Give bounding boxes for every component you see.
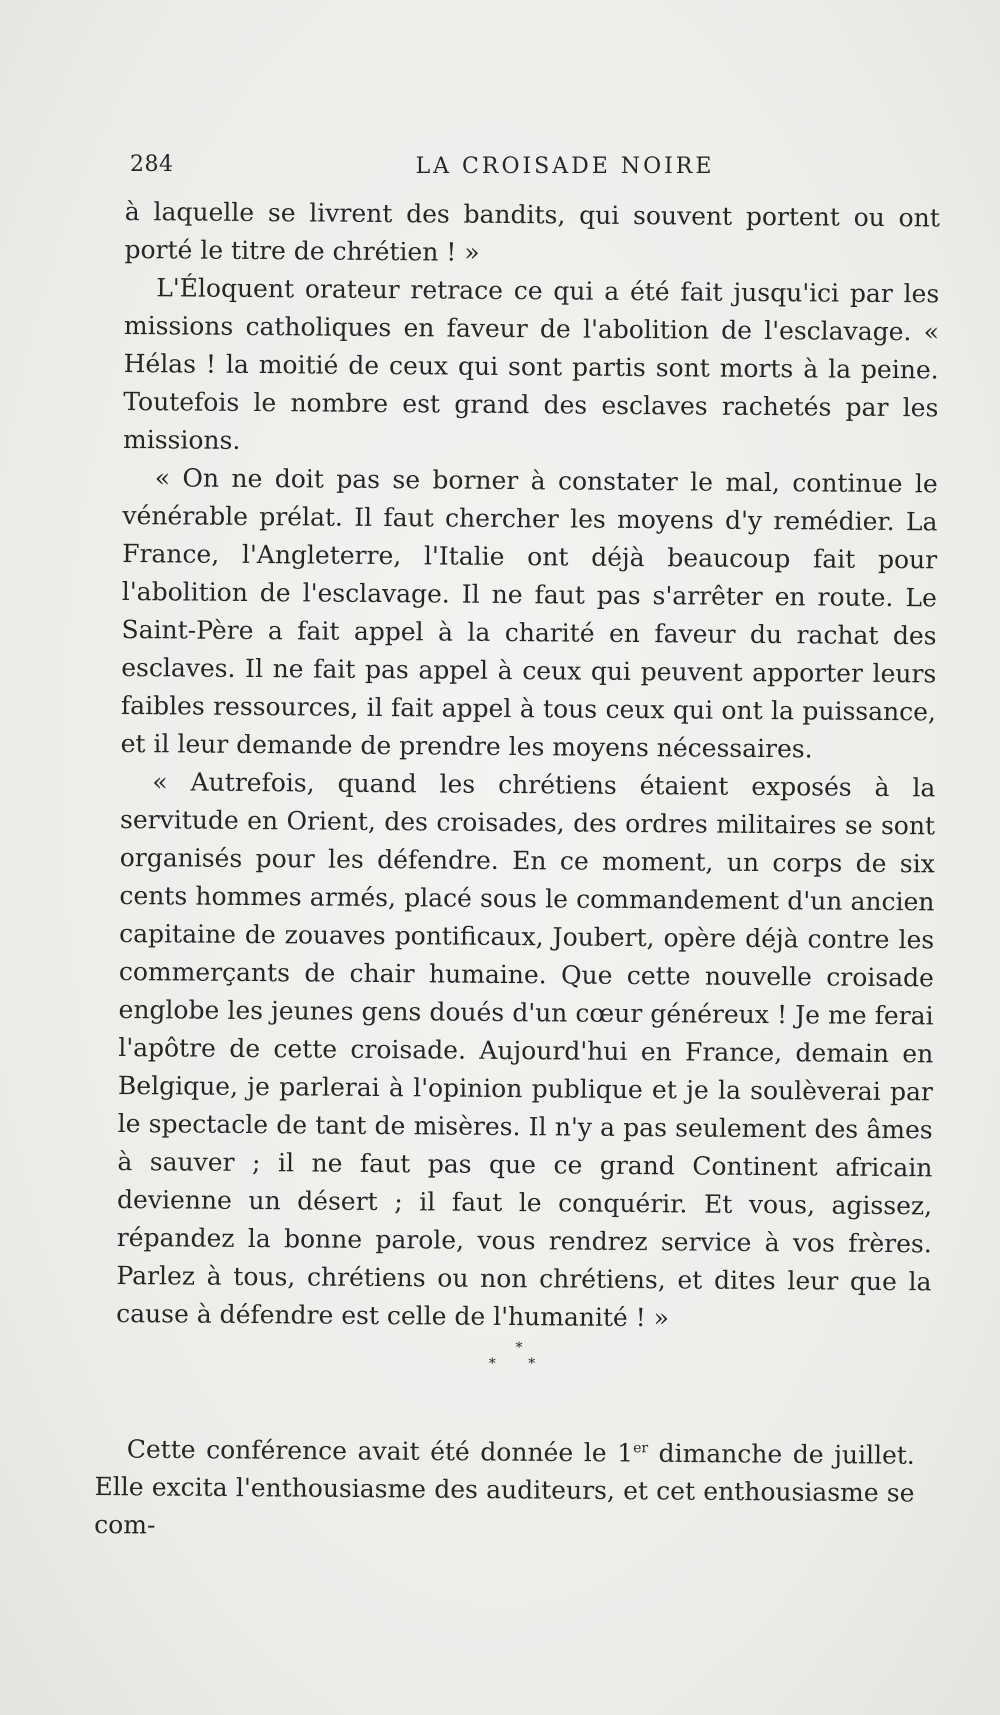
final-text-start: Cette conférence avait été donnée le 1 — [126, 1434, 634, 1468]
asterism-top: * — [515, 1340, 523, 1356]
paragraph: « Autrefois, quand les chrétiens étaient exposés à la servitude en Orient, des croisades, des ordres militaires se sont organisés pour les défendre. En ce moment, un corps de six cents hommes armés, placé sous le commandement d'un ancien capitaine de zouaves pontificaux, Joubert, opère déjà contre les commerçants de chair humaine. Que cette nouvelle croisade englobe les jeunes gens doués d'un cœur généreux ! Je me ferai l'apôtre de cette croisade. Aujourd'hui en France, demain en Belgique, je parlerai à l'opinion publique et je la soulèverai par le spectacle de tant de misères. Il n'y a pas seulement des âmes à sauver ; il ne faut pas que ce grand Continent africain devienne un désert ; il faut le conquérir. Et vous, agissez, répandez la bonne parole, vous rendrez service à vos frères. Parlez à tous, chrétiens ou non chrétiens, et dites leur que la cause à défendre est celle de l'humanité ! » — [116, 767, 936, 1333]
page-header — [130, 152, 940, 188]
paragraph: « On ne doit pas se borner à constater le mal, continue le vénérable prélat. Il faut chercher les moyens d'y remédier. La France, l'Angleterre, l'Italie ont déjà beaucoup fait pour l'abolition de l'esclavage. Il ne faut pas s'arrêter en route. Le Saint-Père a fait appel à la charité en faveur du rachat des esclaves. Il ne fait pas appel à ceux qui peuvent apporter leurs faibles ressources, il fait appel à tous ceux qui ont la puissance, et il leur demande de prendre les moyens nécessaires. — [120, 463, 938, 764]
section-break-asterism — [0, 1340, 1000, 1372]
paragraph — [94, 1425, 915, 1551]
final-text-end: dimanche de juillet. Elle excita l'enthousiasme des auditeurs, et cet enthousiasme se com- — [94, 1438, 915, 1540]
ordinal-superscript: er — [633, 1440, 649, 1457]
body-text — [116, 193, 940, 1339]
asterism-bottom: * * — [488, 1356, 550, 1372]
page-number: 284 — [130, 152, 174, 177]
final-paragraph — [94, 1425, 915, 1551]
running-title: LA CROISADE NOIRE — [415, 154, 715, 179]
paragraph: L'Éloquent orateur retrace ce qui a été fait jusqu'ici par les missions catholiques en faveur de l'abolition de l'esclavage. « Hélas ! la moitié de ceux qui sont partis sont morts à la peine. Toutefois le nombre est grand des esclaves rachetés par les missions. — [122, 273, 940, 455]
paragraph: à laquelle se livrent des bandits, qui souvent portent ou ont porté le titre de chrétien ! » — [124, 196, 940, 267]
